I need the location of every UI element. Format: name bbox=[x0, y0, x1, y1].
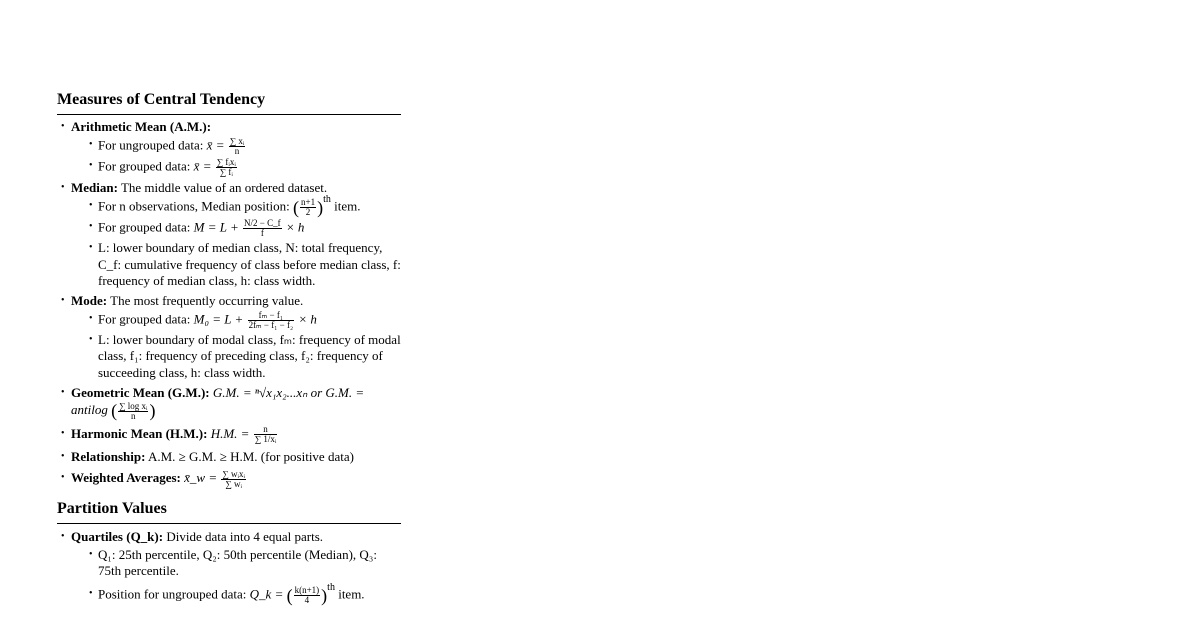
list-item-arithmetic-mean bbox=[57, 118, 401, 177]
fraction-numerator: ∑ log xᵢ bbox=[119, 400, 148, 411]
sub-item bbox=[71, 240, 401, 290]
fraction-numerator: fₘ − f₁ bbox=[248, 311, 295, 321]
item-label: Median: bbox=[71, 180, 118, 195]
fraction-denominator: f bbox=[260, 228, 264, 238]
formula: x̄ = bbox=[206, 137, 225, 153]
fraction bbox=[221, 470, 246, 489]
sub-text: For grouped data: bbox=[98, 310, 194, 326]
sub-item bbox=[71, 219, 401, 238]
item-label: Weighted Averages: bbox=[71, 470, 181, 486]
item-formula: x̄_w = bbox=[180, 470, 218, 486]
paren-open: ( bbox=[293, 197, 299, 218]
sub-item bbox=[71, 311, 401, 330]
sub-text: L: lower boundary of median class, N: total frequency, C_f: cumulative frequency of class before median class, f: frequency of median class, h: class width. bbox=[98, 240, 401, 288]
formula-post: × h bbox=[295, 310, 317, 326]
sub-list bbox=[71, 194, 401, 290]
item-text: A.M. ≥ G.M. ≥ H.M. (for positive data) bbox=[145, 449, 354, 465]
paren-open: ( bbox=[286, 584, 293, 605]
formula: Q_k = bbox=[249, 586, 284, 602]
sub-text: Position for ungrouped data: bbox=[98, 586, 250, 602]
list-item-relationship bbox=[57, 448, 401, 465]
item-formula: H.M. = bbox=[207, 425, 250, 441]
fraction bbox=[229, 137, 246, 156]
paren-open: ( bbox=[111, 400, 118, 421]
list-item-median bbox=[57, 179, 401, 290]
item-label: Quartiles (Q_k): bbox=[71, 528, 164, 544]
content-column bbox=[57, 90, 401, 607]
fraction-denominator: ∑ 1/xᵢ bbox=[254, 434, 277, 445]
paren-close: ) bbox=[317, 197, 324, 218]
fraction-numerator: ∑ wᵢxᵢ bbox=[222, 468, 245, 479]
partition-values-list bbox=[57, 528, 401, 605]
fraction bbox=[300, 198, 316, 217]
formula: x̄ = bbox=[193, 158, 212, 174]
sub-item bbox=[71, 332, 401, 382]
list-item-weighted-averages bbox=[57, 469, 401, 489]
fraction bbox=[243, 219, 282, 238]
fraction-numerator: ∑ fᵢxᵢ bbox=[216, 157, 236, 167]
item-label: Relationship: bbox=[71, 449, 146, 465]
fraction-denominator: ∑ fᵢ bbox=[219, 167, 233, 177]
item-text: The middle value of an ordered dataset. bbox=[117, 180, 328, 195]
fraction bbox=[248, 311, 295, 330]
fraction-denominator: n bbox=[234, 146, 240, 156]
sub-list bbox=[71, 311, 401, 382]
fraction-denominator: 2fₘ − f₁ − f₂ bbox=[248, 319, 294, 330]
sub-item bbox=[71, 158, 401, 177]
item-text: Divide data into 4 equal parts. bbox=[163, 528, 324, 544]
fraction-denominator: 2 bbox=[305, 207, 311, 217]
fraction bbox=[294, 586, 321, 605]
sub-item bbox=[71, 547, 401, 580]
sub-text: For grouped data: bbox=[98, 158, 194, 174]
list-item-geometric-mean bbox=[57, 384, 401, 421]
item-label: Arithmetic Mean (A.M.): bbox=[71, 119, 212, 134]
superscript: th bbox=[323, 194, 331, 205]
item-text: The most frequently occurring value. bbox=[107, 292, 304, 308]
sub-list bbox=[71, 137, 401, 177]
formula: M = L + bbox=[193, 219, 239, 235]
section-heading-central-tendency: Measures of Central Tendency bbox=[57, 90, 401, 115]
fraction bbox=[216, 158, 237, 177]
fraction-numerator: n bbox=[254, 425, 278, 435]
sub-text: For grouped data: bbox=[98, 219, 194, 235]
fraction-numerator: k(n+1) bbox=[294, 584, 320, 595]
fraction-numerator: n+1 bbox=[301, 197, 316, 207]
fraction-denominator: n bbox=[131, 410, 136, 421]
item-formula: G.M. = ⁿ√x₁x₂...xₙ or G.M. = antilog bbox=[71, 385, 365, 417]
formula: M₀ = L + bbox=[193, 310, 244, 326]
sub-text: Q₁: 25th percentile, Q₂: 50th percentile (Median), Q₃: 75th percentile. bbox=[98, 546, 377, 579]
section-heading-partition-values: Partition Values bbox=[57, 499, 401, 524]
sub-item bbox=[71, 137, 401, 156]
fraction-denominator: 4 bbox=[304, 594, 310, 605]
sub-item bbox=[71, 194, 401, 218]
sub-text: For ungrouped data: bbox=[98, 137, 207, 153]
sub-text: L: lower boundary of modal class, fₘ: frequency of modal class, f₁: frequency of preceding class, f₂: frequency of succeeding class, h: class width. bbox=[98, 331, 401, 380]
fraction bbox=[254, 425, 278, 444]
sub-text: For n observations, Median position: bbox=[98, 198, 293, 214]
item-label: Harmonic Mean (H.M.): bbox=[71, 425, 208, 441]
paren-close: ) bbox=[149, 400, 156, 421]
sub-item bbox=[71, 581, 401, 605]
list-item-harmonic-mean bbox=[57, 425, 401, 445]
sub-text-post: item. bbox=[334, 586, 365, 602]
list-item-quartiles bbox=[57, 528, 401, 605]
fraction-numerator: ∑ xᵢ bbox=[229, 136, 245, 146]
paren-close: ) bbox=[321, 584, 328, 605]
item-label: Geometric Mean (G.M.): bbox=[71, 385, 210, 400]
list-item-mode bbox=[57, 292, 401, 382]
fraction bbox=[118, 402, 148, 421]
item-label: Mode: bbox=[71, 292, 108, 308]
sub-text-post: item. bbox=[330, 198, 361, 214]
fraction-denominator: ∑ wᵢ bbox=[225, 478, 242, 489]
sub-list bbox=[71, 547, 401, 605]
formula-post: × h bbox=[282, 219, 305, 235]
superscript: th bbox=[327, 581, 335, 593]
fraction-numerator: N/2 − C_f bbox=[244, 218, 281, 228]
central-tendency-list bbox=[57, 118, 401, 489]
